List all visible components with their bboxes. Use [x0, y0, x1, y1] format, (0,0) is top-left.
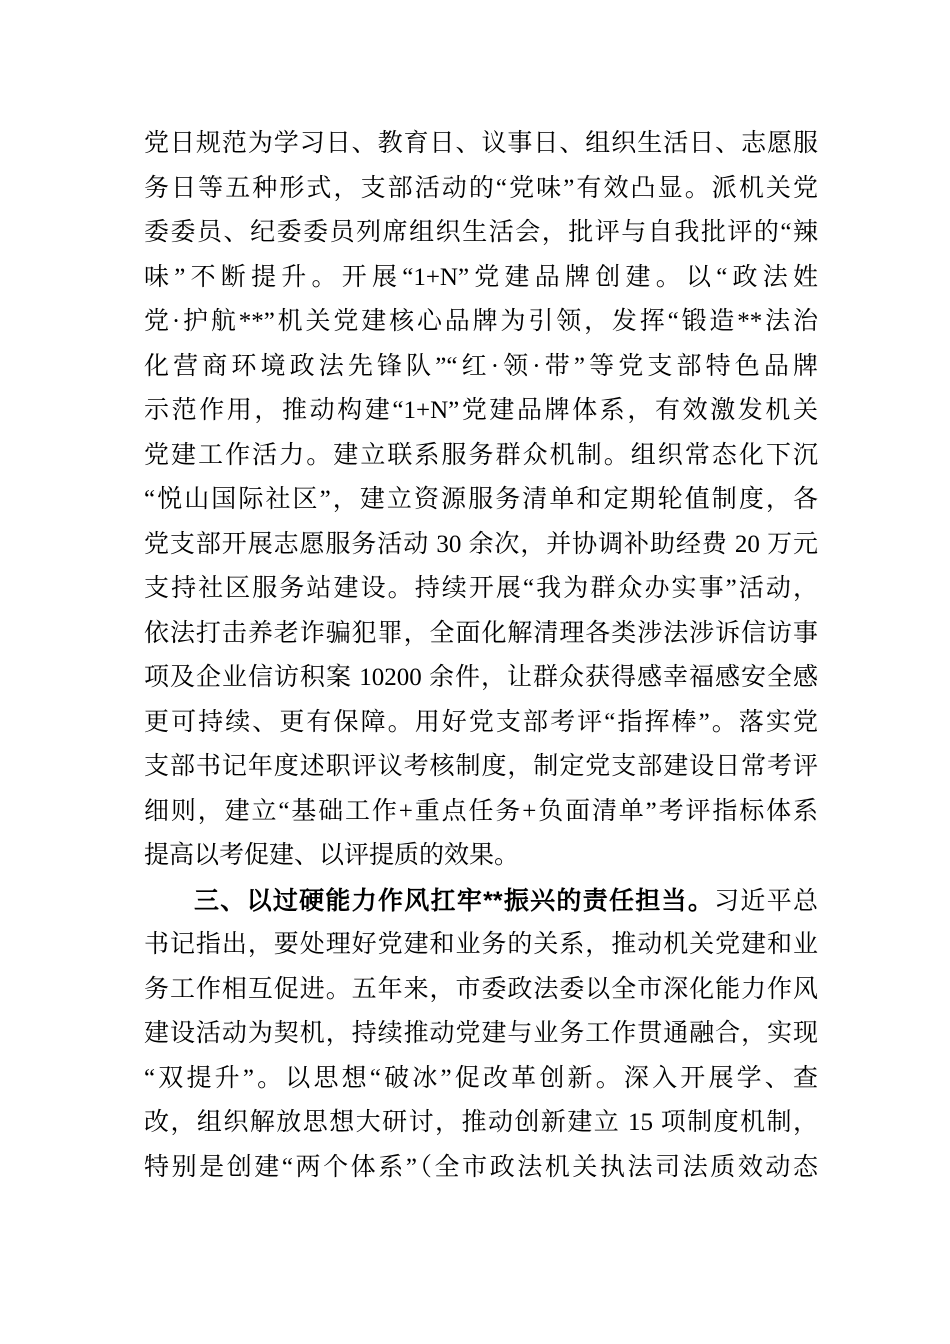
- text-line: 务工作相互促进。五年来，市委政法委以全市深化能力作风: [144, 975, 818, 1003]
- text-line: 党·护航**”机关党建核心品牌为引领，发挥“锻造**法治: [144, 308, 818, 335]
- text-line: 化营商环境政法先锋队”“红·领·带”等党支部特色品牌: [144, 352, 818, 380]
- text-line: “双提升”。以思想“破冰”促改革创新。深入开展学、查: [144, 1064, 818, 1092]
- text-line: 支部书记年度述职评议考核制度，制定党支部建设日常考评: [144, 753, 818, 780]
- text-line: 项及企业信访积案 10200 余件，让群众获得感幸福感安全感: [144, 664, 818, 691]
- text-line: 味”不断提升。开展“1+N”党建品牌创建。以“政法姓: [144, 263, 818, 291]
- text-line: 特别是创建“两个体系”（全市政法机关执法司法质效动态: [144, 1153, 818, 1181]
- text-line: 改，组织解放思想大研讨，推动创新建立 15 项制度机制，: [144, 1109, 818, 1136]
- text-line: 党支部开展志愿服务活动 30 余次，并协调补助经费 20 万元: [144, 530, 818, 558]
- body-text: 习近平总: [714, 887, 818, 915]
- text-line: 务日等五种形式，支部活动的“党味”有效凸显。派机关党: [144, 174, 818, 202]
- text-line: 委委员、纪委委员列席组织生活会，批评与自我批评的“辣: [144, 219, 818, 246]
- section-heading-bold-text: 三、以过硬能力作风扛牢**振兴的责任担当。: [194, 886, 715, 915]
- text-line: “悦山国际社区”，建立资源服务清单和定期轮值制度，各: [144, 486, 818, 513]
- text-line: 示范作用，推动构建“1+N”党建品牌体系，有效激发机关: [144, 397, 818, 424]
- text-line: 党日规范为学习日、教育日、议事日、组织生活日、志愿服: [144, 130, 818, 157]
- text-line: 书记指出，要处理好党建和业务的关系，推动机关党建和业: [144, 931, 818, 958]
- text-line: 提高以考促建、以评提质的效果。: [144, 842, 520, 869]
- section-heading-line: [144, 879, 818, 924]
- text-line: 依法打击养老诈骗犯罪，全面化解清理各类涉法涉诉信访事: [144, 619, 818, 647]
- text-line: 支持社区服务站建设。持续开展“我为群众办实事”活动，: [144, 575, 818, 602]
- text-line: 党建工作活力。建立联系服务群众机制。组织常态化下沉: [144, 441, 818, 469]
- document-body: [144, 122, 818, 1190]
- text-line: 细则，建立“基础工作+重点任务+负面清单”考评指标体系: [144, 797, 818, 825]
- text-line: 建设活动为契机，持续推动党建与业务工作贯通融合，实现: [144, 1020, 818, 1047]
- text-line: 更可持续、更有保障。用好党支部考评“指挥棒”。落实党: [144, 708, 818, 736]
